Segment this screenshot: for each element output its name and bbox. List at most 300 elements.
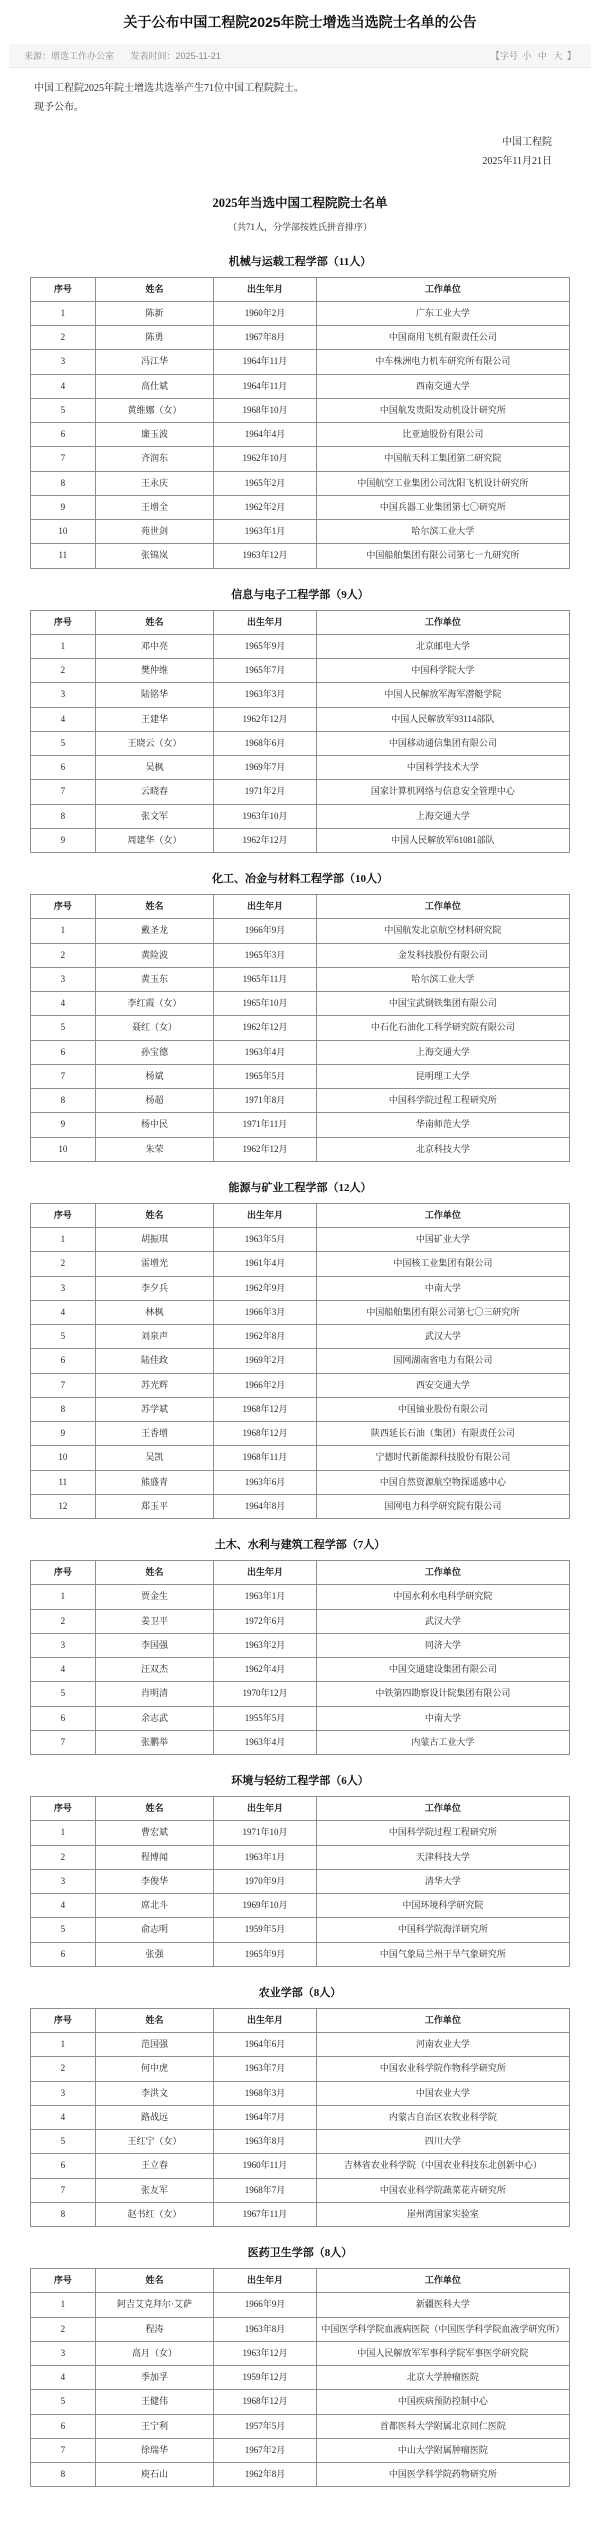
academician-table	[30, 2008, 570, 2227]
cell-name: 季加孚	[95, 2366, 214, 2390]
column-header: 出生年月	[214, 277, 316, 301]
table-row	[31, 301, 570, 325]
announcement-paragraph-2: 现予公布。	[34, 102, 84, 114]
academician-table	[30, 277, 570, 569]
table-row	[31, 967, 570, 991]
cell-work-unit: 中国自然资源航空物探遥感中心	[316, 1470, 569, 1494]
cell-birth-date: 1960年2月	[214, 301, 316, 325]
cell-work-unit: 哈尔滨工业大学	[316, 520, 569, 544]
academician-table	[30, 894, 570, 1162]
column-header: 姓名	[95, 1797, 214, 1821]
table-row	[31, 2438, 570, 2462]
cell-work-unit: 中国环境科学研究院	[316, 1894, 569, 1918]
table-row	[31, 398, 570, 422]
cell-work-unit: 中国科学技术大学	[316, 756, 569, 780]
cell-index: 5	[31, 1325, 96, 1349]
cell-name: 王晓云（女）	[95, 731, 214, 755]
column-header: 工作单位	[316, 277, 569, 301]
cell-name: 熊盛青	[95, 1470, 214, 1494]
cell-index: 2	[31, 1609, 96, 1633]
cell-birth-date: 1962年10月	[214, 447, 316, 471]
cell-index: 7	[31, 2178, 96, 2202]
cell-index: 6	[31, 1040, 96, 1064]
column-header: 序号	[31, 277, 96, 301]
table-row	[31, 2033, 570, 2057]
cell-birth-date: 1962年8月	[214, 1325, 316, 1349]
table-row	[31, 707, 570, 731]
table-row	[31, 2105, 570, 2129]
cell-birth-date: 1965年7月	[214, 659, 316, 683]
cell-name: 李夕兵	[95, 1276, 214, 1300]
cell-name: 余志武	[95, 1706, 214, 1730]
table-row	[31, 1658, 570, 1682]
cell-birth-date: 1963年10月	[214, 804, 316, 828]
cell-work-unit: 北京邮电大学	[316, 634, 569, 658]
cell-index: 3	[31, 2081, 96, 2105]
table-row	[31, 423, 570, 447]
cell-index: 4	[31, 2105, 96, 2129]
cell-birth-date: 1964年11月	[214, 350, 316, 374]
cell-name: 高月（女）	[95, 2341, 214, 2365]
cell-birth-date: 1968年10月	[214, 398, 316, 422]
cell-index: 5	[31, 1016, 96, 1040]
cell-work-unit: 比亚迪股份有限公司	[316, 423, 569, 447]
cell-work-unit: 中国人民解放军海军潜艇学院	[316, 683, 569, 707]
table-row	[31, 1585, 570, 1609]
column-header: 出生年月	[214, 1797, 316, 1821]
table-row	[31, 2293, 570, 2317]
cell-work-unit: 中国交通建设集团有限公司	[316, 1658, 569, 1682]
cell-birth-date: 1966年9月	[214, 2293, 316, 2317]
cell-birth-date: 1965年2月	[214, 471, 316, 495]
cell-work-unit: 同济大学	[316, 1633, 569, 1657]
cell-work-unit: 天津科技大学	[316, 1845, 569, 1869]
cell-index: 8	[31, 2202, 96, 2226]
table-header-row	[31, 2008, 570, 2032]
cell-name: 肖明清	[95, 1682, 214, 1706]
cell-work-unit: 中国科学院海洋研究所	[316, 1918, 569, 1942]
table-row	[31, 326, 570, 350]
cell-name: 陈新	[95, 301, 214, 325]
cell-index: 2	[31, 2057, 96, 2081]
cell-birth-date: 1962年8月	[214, 2463, 316, 2487]
cell-index: 8	[31, 471, 96, 495]
cell-birth-date: 1965年3月	[214, 943, 316, 967]
cell-index: 1	[31, 634, 96, 658]
table-row	[31, 2081, 570, 2105]
table-row	[31, 1228, 570, 1252]
cell-index: 1	[31, 1228, 96, 1252]
table-row	[31, 2341, 570, 2365]
column-header: 姓名	[95, 2008, 214, 2032]
cell-birth-date: 1969年2月	[214, 1349, 316, 1373]
cell-index: 9	[31, 828, 96, 852]
cell-birth-date: 1963年7月	[214, 2057, 316, 2081]
column-header: 工作单位	[316, 1561, 569, 1585]
cell-name: 陆佳政	[95, 1349, 214, 1373]
cell-birth-date: 1971年10月	[214, 1821, 316, 1845]
cell-work-unit: 广东工业大学	[316, 301, 569, 325]
table-row	[31, 1276, 570, 1300]
section-heading: 医药卫生学部（8人）	[247, 2247, 353, 2260]
cell-index: 5	[31, 1918, 96, 1942]
cell-name: 樊仲维	[95, 659, 214, 683]
cell-index: 2	[31, 659, 96, 683]
cell-work-unit: 国家计算机网络与信息安全管理中心	[316, 780, 569, 804]
cell-name: 王红宁（女）	[95, 2130, 214, 2154]
cell-name: 李红霞（女）	[95, 992, 214, 1016]
cell-name: 冯江华	[95, 350, 214, 374]
cell-work-unit: 中国宝武钢铁集团有限公司	[316, 992, 569, 1016]
cell-birth-date: 1959年5月	[214, 1918, 316, 1942]
table-header-row	[31, 1561, 570, 1585]
cell-work-unit: 中国科学院过程工程研究所	[316, 1821, 569, 1845]
cell-name: 王永庆	[95, 471, 214, 495]
cell-work-unit: 华南师范大学	[316, 1113, 569, 1137]
meta-info	[24, 49, 235, 62]
cell-work-unit: 中国兵器工业集团第七〇研究所	[316, 495, 569, 519]
cell-work-unit: 中国人民解放军军事科学院军事医学研究院	[316, 2341, 569, 2365]
cell-birth-date: 1962年9月	[214, 1276, 316, 1300]
section-heading: 土木、水利与建筑工程学部（7人）	[214, 1539, 386, 1552]
cell-birth-date: 1966年3月	[214, 1300, 316, 1324]
table-row	[31, 1894, 570, 1918]
cell-work-unit: 中国医学科学院血液病医院（中国医学科学院血液学研究所）	[316, 2317, 569, 2341]
cell-work-unit: 中车株洲电力机车研究所有限公司	[316, 350, 569, 374]
cell-name: 张文军	[95, 804, 214, 828]
cell-name: 范国强	[95, 2033, 214, 2057]
cell-index: 3	[31, 1276, 96, 1300]
table-row	[31, 2178, 570, 2202]
table-row	[31, 2057, 570, 2081]
cell-work-unit: 北京科技大学	[316, 1137, 569, 1161]
cell-birth-date: 1966年9月	[214, 919, 316, 943]
cell-birth-date: 1964年8月	[214, 1494, 316, 1518]
cell-index: 1	[31, 1585, 96, 1609]
meta-bar	[9, 44, 591, 68]
column-header: 出生年月	[214, 610, 316, 634]
table-header-row	[31, 277, 570, 301]
table-row	[31, 683, 570, 707]
table-row	[31, 1040, 570, 1064]
table-row	[31, 1609, 570, 1633]
cell-birth-date: 1962年12月	[214, 828, 316, 852]
table-row	[31, 1918, 570, 1942]
cell-birth-date: 1963年12月	[214, 2341, 316, 2365]
cell-work-unit: 中南大学	[316, 1276, 569, 1300]
column-header: 出生年月	[214, 2008, 316, 2032]
table-row	[31, 1706, 570, 1730]
cell-birth-date: 1967年8月	[214, 326, 316, 350]
cell-name: 孙宝德	[95, 1040, 214, 1064]
cell-work-unit: 中国航发北京航空材料研究院	[316, 919, 569, 943]
cell-name: 庾石山	[95, 2463, 214, 2487]
cell-index: 6	[31, 2154, 96, 2178]
column-header: 工作单位	[316, 2008, 569, 2032]
table-row	[31, 1470, 570, 1494]
academician-table	[30, 610, 570, 854]
column-header: 姓名	[95, 2269, 214, 2293]
cell-name: 路战远	[95, 2105, 214, 2129]
academician-table	[30, 1560, 570, 1755]
cell-birth-date: 1960年11月	[214, 2154, 316, 2178]
list-title: 2025年当选中国工程院院士名单	[212, 195, 388, 210]
cell-name: 雷增光	[95, 1252, 214, 1276]
cell-index: 10	[31, 1446, 96, 1470]
cell-index: 4	[31, 1300, 96, 1324]
cell-index: 1	[31, 919, 96, 943]
cell-work-unit: 中南大学	[316, 1706, 569, 1730]
cell-work-unit: 中国农业科学院作物科学研究所	[316, 2057, 569, 2081]
cell-work-unit: 中铁第四勘察设计院集团有限公司	[316, 1682, 569, 1706]
cell-work-unit: 中国航空工业集团公司沈阳飞机设计研究所	[316, 471, 569, 495]
cell-name: 廉玉波	[95, 423, 214, 447]
signature-block	[34, 133, 566, 171]
table-row	[31, 520, 570, 544]
cell-work-unit: 哈尔滨工业大学	[316, 967, 569, 991]
table-header-row	[31, 895, 570, 919]
column-header: 姓名	[95, 895, 214, 919]
cell-birth-date: 1963年12月	[214, 544, 316, 568]
cell-index: 4	[31, 1658, 96, 1682]
cell-birth-date: 1963年5月	[214, 1228, 316, 1252]
cell-index: 4	[31, 2366, 96, 2390]
cell-work-unit: 中国农业科学院蔬菜花卉研究所	[316, 2178, 569, 2202]
cell-birth-date: 1968年11月	[214, 1446, 316, 1470]
cell-name: 王增全	[95, 495, 214, 519]
cell-birth-date: 1962年12月	[214, 707, 316, 731]
cell-work-unit: 国网电力科学研究院有限公司	[316, 1494, 569, 1518]
cell-birth-date: 1961年4月	[214, 1252, 316, 1276]
cell-work-unit: 西安交通大学	[316, 1373, 569, 1397]
signature-org: 中国工程院	[502, 136, 552, 148]
cell-work-unit: 国网湖南省电力有限公司	[316, 1349, 569, 1373]
cell-name: 杨斌	[95, 1064, 214, 1088]
cell-birth-date: 1964年11月	[214, 374, 316, 398]
cell-birth-date: 1964年6月	[214, 2033, 316, 2057]
cell-index: 8	[31, 1089, 96, 1113]
cell-work-unit: 中国商用飞机有限责任公司	[316, 326, 569, 350]
table-row	[31, 992, 570, 1016]
font-size-small-button[interactable]: 小	[522, 50, 532, 61]
cell-birth-date: 1963年8月	[214, 2130, 316, 2154]
table-row	[31, 1016, 570, 1040]
cell-index: 7	[31, 2438, 96, 2462]
cell-name: 赵书红（女）	[95, 2202, 214, 2226]
cell-index: 5	[31, 2130, 96, 2154]
table-header-row	[31, 1203, 570, 1227]
cell-index: 2	[31, 326, 96, 350]
cell-work-unit: 中国移动通信集团有限公司	[316, 731, 569, 755]
cell-index: 6	[31, 1349, 96, 1373]
table-row	[31, 756, 570, 780]
column-header: 姓名	[95, 1561, 214, 1585]
cell-birth-date: 1965年9月	[214, 1942, 316, 1966]
cell-name: 程博闻	[95, 1845, 214, 1869]
cell-birth-date: 1963年6月	[214, 1470, 316, 1494]
cell-index: 7	[31, 780, 96, 804]
cell-index: 7	[31, 1373, 96, 1397]
sections	[0, 253, 600, 2502]
cell-name: 吴枫	[95, 756, 214, 780]
cell-work-unit: 中国船舶集团有限公司第七一九研究所	[316, 544, 569, 568]
cell-name: 曹宏斌	[95, 1821, 214, 1845]
cell-birth-date: 1971年11月	[214, 1113, 316, 1137]
cell-birth-date: 1963年8月	[214, 2317, 316, 2341]
cell-work-unit: 河南农业大学	[316, 2033, 569, 2057]
cell-birth-date: 1968年12月	[214, 2390, 316, 2414]
academician-table	[30, 1796, 570, 1967]
page-title: 关于公布中国工程院2025年院士增选当选院士名单的公告	[123, 14, 477, 30]
column-header: 工作单位	[316, 1797, 569, 1821]
cell-index: 8	[31, 2463, 96, 2487]
cell-work-unit: 首都医科大学附属北京同仁医院	[316, 2414, 569, 2438]
section-heading: 农业学部（8人）	[258, 1986, 342, 1999]
cell-work-unit: 中国人民解放军93114部队	[316, 707, 569, 731]
column-header: 工作单位	[316, 895, 569, 919]
cell-index: 3	[31, 967, 96, 991]
table-row	[31, 943, 570, 967]
font-size-bracket-close: 】	[566, 50, 576, 61]
cell-work-unit: 中国农业大学	[316, 2081, 569, 2105]
cell-work-unit: 陕西延长石油（集团）有限责任公司	[316, 1422, 569, 1446]
cell-birth-date: 1962年12月	[214, 1016, 316, 1040]
cell-work-unit: 金发科技股份有限公司	[316, 943, 569, 967]
table-row	[31, 350, 570, 374]
cell-work-unit: 内蒙古自治区农牧业科学院	[316, 2105, 569, 2129]
table-row	[31, 1869, 570, 1893]
table-row	[31, 1325, 570, 1349]
cell-name: 聂红（女）	[95, 1016, 214, 1040]
table-row	[31, 919, 570, 943]
cell-birth-date: 1971年8月	[214, 1089, 316, 1113]
column-header: 工作单位	[316, 2269, 569, 2293]
cell-index: 8	[31, 804, 96, 828]
cell-index: 2	[31, 1845, 96, 1869]
cell-index: 7	[31, 1064, 96, 1088]
table-row	[31, 1137, 570, 1161]
table-row	[31, 804, 570, 828]
cell-name: 贾金生	[95, 1585, 214, 1609]
font-size-bracket-open: 【字号	[490, 50, 518, 61]
table-row	[31, 1064, 570, 1088]
cell-index: 4	[31, 374, 96, 398]
cell-birth-date: 1965年10月	[214, 992, 316, 1016]
cell-name: 俞志明	[95, 1918, 214, 1942]
cell-index: 4	[31, 1894, 96, 1918]
cell-name: 苏光辉	[95, 1373, 214, 1397]
table-row	[31, 731, 570, 755]
cell-index: 8	[31, 1397, 96, 1421]
cell-birth-date: 1969年10月	[214, 1894, 316, 1918]
cell-name: 王宁利	[95, 2414, 214, 2438]
cell-work-unit: 中国科学院过程工程研究所	[316, 1089, 569, 1113]
table-row	[31, 1845, 570, 1869]
table-header-row	[31, 610, 570, 634]
cell-birth-date: 1970年9月	[214, 1869, 316, 1893]
cell-birth-date: 1963年4月	[214, 1040, 316, 1064]
cell-birth-date: 1968年12月	[214, 1422, 316, 1446]
cell-work-unit: 中国核工业集团有限公司	[316, 1252, 569, 1276]
cell-name: 黄险波	[95, 943, 214, 967]
cell-name: 姜卫平	[95, 1609, 214, 1633]
table-row	[31, 1373, 570, 1397]
column-header: 序号	[31, 2269, 96, 2293]
cell-index: 2	[31, 943, 96, 967]
cell-name: 云晓春	[95, 780, 214, 804]
section-heading: 信息与电子工程学部（9人）	[231, 588, 369, 601]
table-row	[31, 1252, 570, 1276]
column-header: 出生年月	[214, 895, 316, 919]
cell-name: 林枫	[95, 1300, 214, 1324]
cell-name: 程涛	[95, 2317, 214, 2341]
cell-birth-date: 1968年7月	[214, 2178, 316, 2202]
cell-index: 10	[31, 1137, 96, 1161]
cell-work-unit: 武汉大学	[316, 1609, 569, 1633]
cell-work-unit: 中国矿业大学	[316, 1228, 569, 1252]
cell-index: 4	[31, 992, 96, 1016]
cell-name: 高仕斌	[95, 374, 214, 398]
cell-name: 杨中民	[95, 1113, 214, 1137]
cell-work-unit: 中石化石油化工科学研究院有限公司	[316, 1016, 569, 1040]
cell-birth-date: 1963年4月	[214, 1730, 316, 1754]
cell-name: 陈勇	[95, 326, 214, 350]
table-row	[31, 1349, 570, 1373]
cell-index: 2	[31, 2317, 96, 2341]
source-label: 来源：增选工作办公室	[24, 50, 115, 61]
column-header: 出生年月	[214, 2269, 316, 2293]
cell-index: 12	[31, 1494, 96, 1518]
section-heading: 环境与轻纺工程学部（6人）	[231, 1775, 369, 1788]
cell-index: 11	[31, 544, 96, 568]
table-row	[31, 1089, 570, 1113]
cell-index: 3	[31, 2341, 96, 2365]
publish-time-label: 发表时间：2025-11-21	[130, 50, 221, 61]
table-row	[31, 1422, 570, 1446]
cell-birth-date: 1965年11月	[214, 967, 316, 991]
cell-work-unit: 中山大学附属肿瘤医院	[316, 2438, 569, 2462]
table-row	[31, 1730, 570, 1754]
column-header: 姓名	[95, 610, 214, 634]
cell-work-unit: 中国航发贵阳发动机设计研究所	[316, 398, 569, 422]
cell-birth-date: 1968年6月	[214, 731, 316, 755]
cell-birth-date: 1962年4月	[214, 1658, 316, 1682]
column-header: 序号	[31, 1561, 96, 1585]
cell-work-unit: 中国铀业股份有限公司	[316, 1397, 569, 1421]
column-header: 序号	[31, 2008, 96, 2032]
cell-name: 郑玉平	[95, 1494, 214, 1518]
cell-name: 戴圣龙	[95, 919, 214, 943]
cell-name: 张强	[95, 1942, 214, 1966]
font-size-medium-button[interactable]: 中	[537, 50, 547, 61]
table-row	[31, 659, 570, 683]
table-row	[31, 2414, 570, 2438]
cell-index: 10	[31, 520, 96, 544]
cell-name: 苏学斌	[95, 1397, 214, 1421]
table-row	[31, 1682, 570, 1706]
cell-birth-date: 1965年9月	[214, 634, 316, 658]
cell-birth-date: 1964年4月	[214, 423, 316, 447]
table-row	[31, 2317, 570, 2341]
cell-index: 2	[31, 1252, 96, 1276]
font-size-large-button[interactable]: 大	[553, 50, 563, 61]
cell-name: 刘泉声	[95, 1325, 214, 1349]
cell-birth-date: 1970年12月	[214, 1682, 316, 1706]
cell-index: 6	[31, 1706, 96, 1730]
cell-name: 齐润东	[95, 447, 214, 471]
cell-work-unit: 中国医学科学院药物研究所	[316, 2463, 569, 2487]
table-row	[31, 828, 570, 852]
